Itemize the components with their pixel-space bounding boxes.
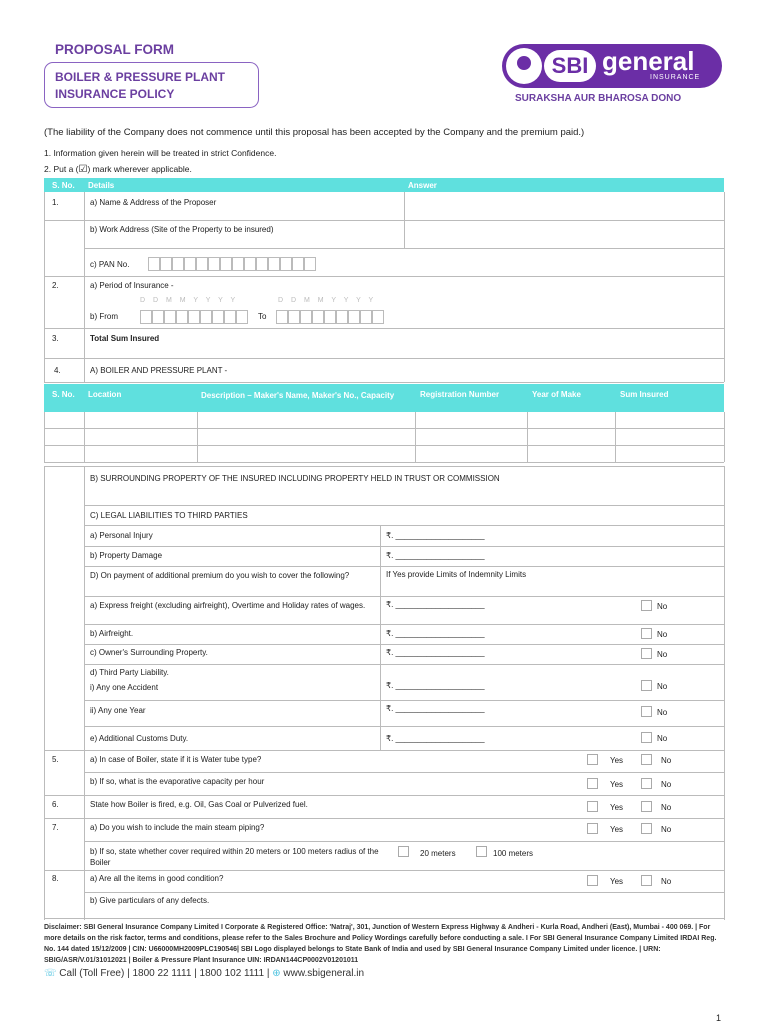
website-link[interactable]: www.sbigeneral.in xyxy=(283,968,365,979)
logo-sbi-text: SBI xyxy=(544,50,596,82)
water-tube-no-checkbox[interactable] xyxy=(641,754,652,765)
pan-boxes-cell[interactable] xyxy=(220,257,232,271)
owners-property-no-label: No xyxy=(657,650,668,659)
from-boxes-cell[interactable] xyxy=(164,310,176,324)
sbi-keyhole-icon xyxy=(506,48,542,84)
pan-boxes-cell[interactable] xyxy=(148,257,160,271)
airfreight-no-label: No xyxy=(657,630,668,639)
to-boxes-cell[interactable] xyxy=(300,310,312,324)
to-boxes-cell[interactable] xyxy=(348,310,360,324)
t2-col-year: Year of Make xyxy=(532,390,581,399)
third-party-label: d) Third Party Liability. xyxy=(90,668,169,677)
evaporative-yes-label: Yes xyxy=(610,780,624,789)
pan-boxes-cell[interactable] xyxy=(160,257,172,271)
pan-boxes-cell[interactable] xyxy=(184,257,196,271)
logo-insurance-text: INSURANCE xyxy=(650,74,701,81)
row3-number: 3. xyxy=(52,334,59,343)
any-one-year-no-label: No xyxy=(657,708,668,717)
evaporative-capacity-question: b) If so, what is the evaporative capacity per hour xyxy=(90,777,265,786)
customs-duty-no-label: No xyxy=(657,734,668,743)
phone-icon: ☏ xyxy=(44,968,57,979)
from-boxes-cell[interactable] xyxy=(152,310,164,324)
from-date-format: D D M M Y Y Y Y xyxy=(140,297,239,304)
boiler-fired-yes-checkbox[interactable] xyxy=(587,801,598,812)
pan-boxes-cell[interactable] xyxy=(268,257,280,271)
form-title: PROPOSAL FORM xyxy=(55,42,175,57)
to-boxes-cell[interactable] xyxy=(360,310,372,324)
disclaimer: Disclaimer: SBI General Insurance Company Limited I Corporate & Registered Office: 'Natraj', 301, Junction of Western Express Highway & Andheri - Kurla Road, Andheri (East), Mumbai - 400 069. | For more details on the risk factor, terms and conditions, please refer to the Sales Brochure and Policy Wordings carefully before conducting a sale. I For SBI General Insurance Company Limited IRDAI Reg. No. 144 dated 15/12/2009 | CIN: U66000MH2009PLC190546| SBI Logo displayed belongs to State Bank of India and used by SBI General Insurance Company Limited under licence. | URN: SBIG/ASR/V.01/31012021 | Boiler & Pressure Plant Insurance UIN: IRDAN144CP0002V01201011 xyxy=(44,924,717,964)
from-label: b) From xyxy=(90,312,118,321)
instruction-2 xyxy=(44,164,192,175)
policy-name-line1: BOILER & PRESSURE PLANT xyxy=(55,70,226,84)
row8-number: 8. xyxy=(52,874,59,883)
owners-property-label: c) Owner's Surrounding Property. xyxy=(90,648,208,657)
evaporative-no-label: No xyxy=(661,780,672,789)
steam-piping-question: a) Do you wish to include the main steam piping? xyxy=(90,823,265,832)
row1-number: 1. xyxy=(52,198,59,207)
steam-piping-no-label: No xyxy=(661,825,672,834)
steam-piping-yes-checkbox[interactable] xyxy=(587,823,598,834)
to-boxes-cell[interactable] xyxy=(276,310,288,324)
t2-col-registration: Registration Number xyxy=(420,390,500,399)
express-freight-label: a) Express freight (excluding airfreight), Overtime and Holiday rates of wages. xyxy=(90,601,366,610)
boiler-fired-yes-label: Yes xyxy=(610,803,624,812)
boiler-plant-label: A) BOILER AND PRESSURE PLANT - xyxy=(90,366,228,375)
pan-boxes-cell[interactable] xyxy=(196,257,208,271)
from-boxes-cell[interactable] xyxy=(188,310,200,324)
to-boxes-cell[interactable] xyxy=(288,310,300,324)
personal-injury-label: a) Personal Injury xyxy=(90,531,153,540)
col-details: Details xyxy=(88,181,115,190)
from-boxes-cell[interactable] xyxy=(224,310,236,324)
pan-boxes-cell[interactable] xyxy=(280,257,292,271)
instruction-2-pre: 2. Put a ( xyxy=(44,164,79,174)
boiler-fired-no-label: No xyxy=(661,803,672,812)
row4-number: 4. xyxy=(54,366,61,375)
work-address-label: b) Work Address (Site of the Property to be insured) xyxy=(90,225,274,234)
from-boxes-cell[interactable] xyxy=(236,310,248,324)
logo-general-text: general xyxy=(602,46,695,76)
to-boxes-cell[interactable] xyxy=(372,310,384,324)
any-one-year-amount[interactable]: ₹. ____________________ xyxy=(386,704,485,713)
boiler-fired-question: State how Boiler is fired, e.g. Oil, Gas Coal or Pulverized fuel. xyxy=(90,800,308,809)
defects-label: b) Give particulars of any defects. xyxy=(90,896,210,905)
if-yes-limits-label: If Yes provide Limits of Indemnity Limits xyxy=(386,570,527,579)
call-line xyxy=(44,968,364,979)
instruction-1: 1. Information given herein will be treated in strict Confidence. xyxy=(44,148,277,158)
customs-duty-no-checkbox[interactable] xyxy=(641,732,652,743)
water-tube-no-label: No xyxy=(661,756,672,765)
good-condition-yes-checkbox[interactable] xyxy=(587,875,598,886)
evaporative-yes-checkbox[interactable] xyxy=(587,778,598,789)
any-one-accident-label: i) Any one Accident xyxy=(90,683,159,692)
pan-boxes-cell[interactable] xyxy=(256,257,268,271)
property-damage-label: b) Property Damage xyxy=(90,551,163,560)
to-label: To xyxy=(258,312,267,321)
t2-col-sum: Sum Insured xyxy=(620,390,669,399)
express-freight-amount[interactable]: ₹. ____________________ xyxy=(386,600,485,609)
water-tube-question: a) In case of Boiler, state if it is Water tube type? xyxy=(90,755,262,764)
any-one-accident-no-label: No xyxy=(657,682,668,691)
checkmark-icon: ☑ xyxy=(78,164,88,175)
tagline: SURAKSHA AUR BHAROSA DONO xyxy=(515,93,682,104)
owners-property-amount[interactable]: ₹. ____________________ xyxy=(386,648,485,657)
pan-boxes-cell[interactable] xyxy=(232,257,244,271)
from-boxes-cell[interactable] xyxy=(200,310,212,324)
any-one-accident-amount[interactable]: ₹. ____________________ xyxy=(386,681,485,690)
express-freight-no-label: No xyxy=(657,602,668,611)
evaporative-no-checkbox[interactable] xyxy=(641,778,652,789)
to-boxes-cell[interactable] xyxy=(324,310,336,324)
name-address-answer[interactable] xyxy=(405,193,723,219)
row6-number: 6. xyxy=(52,800,59,809)
property-damage-amount[interactable]: ₹. ____________________ xyxy=(386,551,485,560)
row5-number: 5. xyxy=(52,755,59,764)
pan-boxes-cell[interactable] xyxy=(304,257,316,271)
table1-header-bar xyxy=(44,178,724,192)
good-condition-no-checkbox[interactable] xyxy=(641,875,652,886)
any-one-year-no-checkbox[interactable] xyxy=(641,706,652,717)
any-one-year-label: ii) Any one Year xyxy=(90,706,146,715)
page-number: 1 xyxy=(716,1013,722,1023)
liability-note: (The liability of the Company does not commence until this proposal has been accepted by the Company and the premium paid.) xyxy=(44,127,585,138)
t2-col-sno: S. No. xyxy=(52,390,75,399)
radius-20m-checkbox[interactable] xyxy=(398,846,409,857)
good-condition-no-label: No xyxy=(661,877,672,886)
good-condition-question: a) Are all the items in good condition? xyxy=(90,874,224,883)
steam-piping-yes-label: Yes xyxy=(610,825,624,834)
legal-liabilities-label: C) LEGAL LIABILITIES TO THIRD PARTIES xyxy=(90,511,248,520)
name-address-label: a) Name & Address of the Proposer xyxy=(90,198,217,207)
additional-premium-question: D) On payment of additional premium do you wish to cover the following? xyxy=(90,571,350,580)
from-boxes-cell[interactable] xyxy=(176,310,188,324)
customs-duty-label: e) Additional Customs Duty. xyxy=(90,734,189,743)
airfreight-no-checkbox[interactable] xyxy=(641,628,652,639)
from-boxes-cell[interactable] xyxy=(140,310,152,324)
col-sno: S. No. xyxy=(52,181,75,190)
policy-name-box xyxy=(44,62,259,108)
row2-number: 2. xyxy=(52,281,59,290)
good-condition-yes-label: Yes xyxy=(610,877,624,886)
radius-question: b) If so, state whether cover required within 20 meters or 100 meters radius of the Boiler xyxy=(90,847,379,867)
t2-col-location: Location xyxy=(88,390,122,399)
pan-boxes-cell[interactable] xyxy=(208,257,220,271)
from-boxes-cell[interactable] xyxy=(212,310,224,324)
to-boxes-cell[interactable] xyxy=(312,310,324,324)
water-tube-yes-checkbox[interactable] xyxy=(587,754,598,765)
water-tube-yes-label: Yes xyxy=(610,756,624,765)
instruction-2-post: ) mark wherever applicable. xyxy=(87,164,192,174)
t2-col-description: Description – Maker's Name, Maker's No., Capacity xyxy=(201,391,395,400)
globe-icon: ⊕ xyxy=(272,968,281,979)
pan-label: c) PAN No. xyxy=(90,260,130,269)
owners-property-no-checkbox[interactable] xyxy=(641,648,652,659)
col-answer: Answer xyxy=(408,181,437,190)
row7-number: 7. xyxy=(52,823,59,832)
any-one-accident-no-checkbox[interactable] xyxy=(641,680,652,691)
to-boxes-cell[interactable] xyxy=(336,310,348,324)
total-sum-label: Total Sum Insured xyxy=(90,334,160,343)
radius-100m-checkbox[interactable] xyxy=(476,846,487,857)
pan-boxes-cell[interactable] xyxy=(292,257,304,271)
boiler-fired-no-checkbox[interactable] xyxy=(641,801,652,812)
pan-boxes-cell[interactable] xyxy=(244,257,256,271)
sbi-general-logo xyxy=(502,44,722,88)
customs-duty-amount[interactable]: ₹. ____________________ xyxy=(386,734,485,743)
call-numbers: Call (Toll Free) | 1800 22 1111 | 1800 102 1111 | xyxy=(59,968,270,979)
radius-100m-label: 100 meters xyxy=(493,849,534,858)
express-freight-no-checkbox[interactable] xyxy=(641,600,652,611)
airfreight-label: b) Airfreight. xyxy=(90,629,134,638)
steam-piping-no-checkbox[interactable] xyxy=(641,823,652,834)
radius-20m-label: 20 meters xyxy=(420,849,456,858)
pan-boxes-cell[interactable] xyxy=(172,257,184,271)
period-label: a) Period of Insurance - xyxy=(90,281,174,290)
airfreight-amount[interactable]: ₹. ____________________ xyxy=(386,629,485,638)
policy-name-line2: INSURANCE POLICY xyxy=(55,87,175,101)
to-date-format: D D M M Y Y Y Y xyxy=(278,297,377,304)
personal-injury-amount[interactable]: ₹. ____________________ xyxy=(386,531,485,540)
surrounding-property-label: B) SURROUNDING PROPERTY OF THE INSURED INCLUDING PROPERTY HELD IN TRUST OR COMMISSION xyxy=(90,474,500,483)
